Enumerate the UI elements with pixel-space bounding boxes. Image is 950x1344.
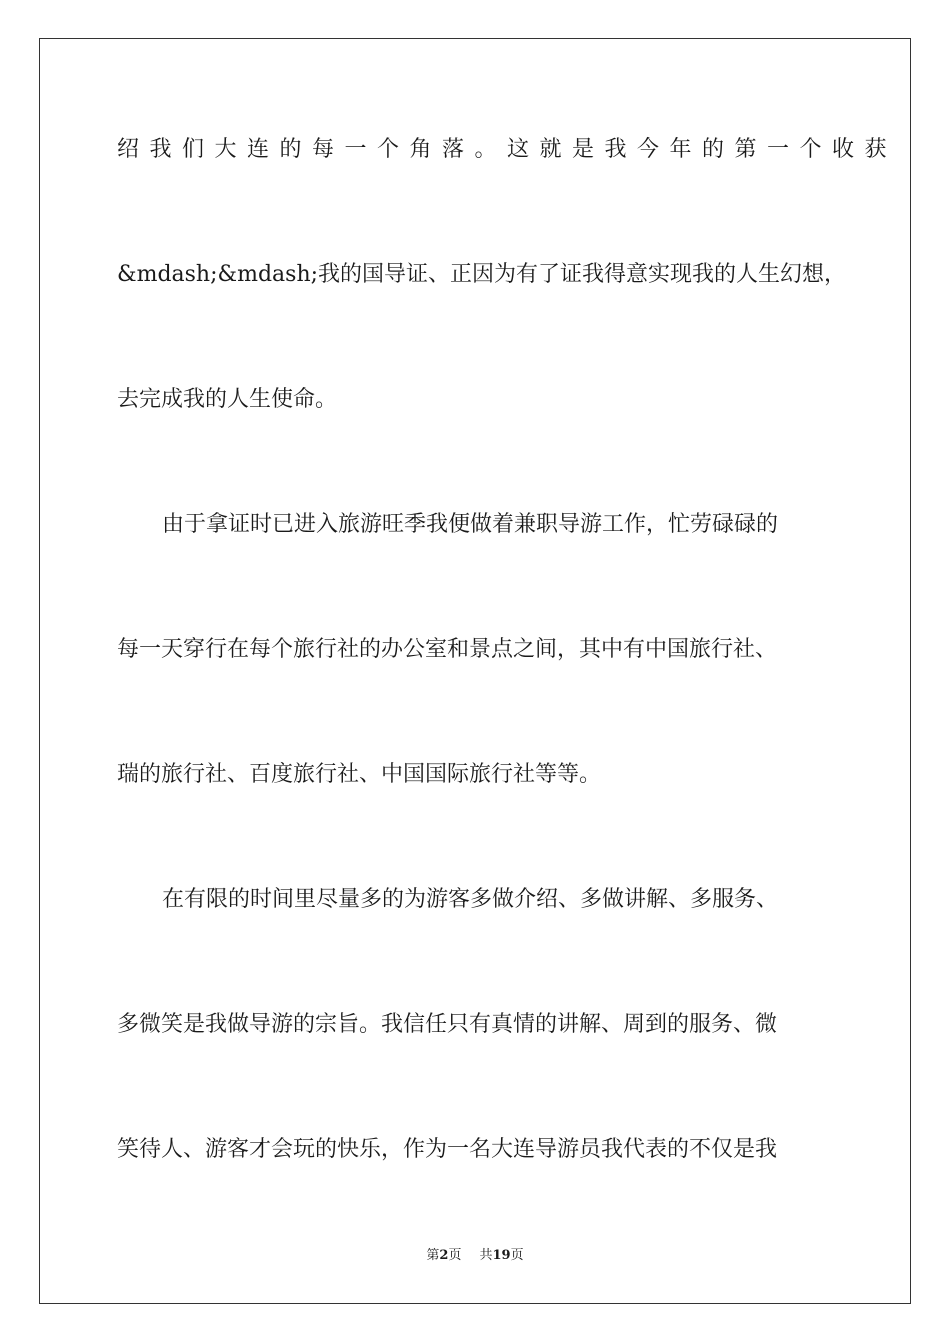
footer-total-prefix: 共 xyxy=(479,1248,493,1263)
page-footer xyxy=(0,1247,950,1265)
page-border xyxy=(39,38,911,1304)
footer-total-suffix: 页 xyxy=(510,1248,524,1263)
footer-page-suffix: 页 xyxy=(448,1248,462,1263)
paragraph-line-9: 笑待人、游客才会玩的快乐，作为一名大连导游员我代表的不仅是我 xyxy=(117,1137,778,1162)
paragraph-line-3: 去完成我的人生使命。 xyxy=(117,387,338,412)
paragraph-line-4: 由于拿证时已进入旅游旺季我便做着兼职导游工作，忙劳碌碌的 xyxy=(162,512,779,537)
paragraph-line-7: 在有限的时间里尽量多的为游客多做介绍、多做讲解、多服务、 xyxy=(162,887,779,912)
paragraph-line-1: 绍我们大连的每一个角落。这就是我今年的第一个收获 xyxy=(117,137,898,162)
paragraph-line-2: &mdash;&mdash;我的国导证、正因为有了证我得意实现我的人生幻想， xyxy=(117,262,847,287)
footer-page-prefix: 第 xyxy=(426,1248,440,1263)
footer-total-number: 19 xyxy=(492,1248,511,1263)
paragraph-line-6: 瑞的旅行社、百度旅行社、中国国际旅行社等等。 xyxy=(117,762,602,787)
paragraph-line-5: 每一天穿行在每个旅行社的办公室和景点之间，其中有中国旅行社、 xyxy=(117,637,778,662)
paragraph-line-8: 多微笑是我做导游的宗旨。我信任只有真情的讲解、周到的服务、微 xyxy=(117,1012,778,1037)
footer-page-number: 2 xyxy=(439,1248,449,1263)
